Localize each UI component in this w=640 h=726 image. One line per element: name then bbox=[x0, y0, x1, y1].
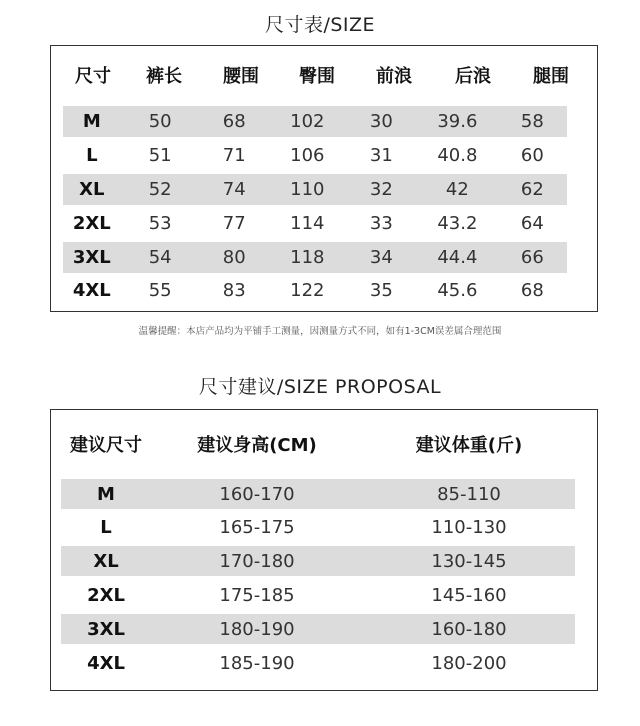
table-cell: 110 bbox=[290, 179, 325, 200]
table-cell: 83 bbox=[222, 280, 246, 301]
table-cell: 160-180 bbox=[431, 618, 507, 640]
size-proposal-title: 尺寸建议/SIZE PROPOSAL bbox=[198, 376, 442, 398]
table-cell: 77 bbox=[222, 213, 246, 234]
header-cell: 腿围 bbox=[533, 66, 569, 87]
size-proposal-header-row bbox=[61, 430, 575, 458]
table-cell: 71 bbox=[222, 145, 246, 166]
table-row bbox=[61, 648, 575, 678]
table-cell: 66 bbox=[520, 247, 544, 268]
table-row bbox=[63, 242, 567, 273]
table-row bbox=[61, 512, 575, 542]
table-cell: 165-175 bbox=[219, 516, 295, 538]
table-row bbox=[63, 140, 567, 171]
size-chart-header-row bbox=[63, 62, 587, 88]
size-chart-table bbox=[50, 45, 598, 312]
table-cell: 55 bbox=[148, 280, 172, 301]
table-row bbox=[61, 546, 575, 576]
table-cell: 40.8 bbox=[437, 145, 478, 166]
header-cell: 腰围 bbox=[223, 66, 259, 87]
table-cell: 118 bbox=[290, 247, 325, 268]
table-cell: 68 bbox=[520, 280, 544, 301]
table-cell: 180-200 bbox=[431, 652, 507, 674]
size-cell: XL bbox=[93, 550, 119, 572]
table-cell: 53 bbox=[148, 213, 172, 234]
header-cell: 建议尺寸 bbox=[70, 435, 142, 456]
header-cell: 建议体重(斤) bbox=[415, 435, 523, 456]
size-cell: 2XL bbox=[72, 213, 111, 234]
measurement-note: 温馨提醒：本店产品均为平铺手工测量，因测量方式不同，如有1-3CM误差属合理范围 bbox=[138, 326, 502, 337]
table-cell: 31 bbox=[369, 145, 393, 166]
table-row bbox=[63, 275, 567, 306]
table-cell: 52 bbox=[148, 179, 172, 200]
table-cell: 180-190 bbox=[219, 618, 295, 640]
size-cell: XL bbox=[79, 179, 105, 200]
table-cell: 106 bbox=[290, 145, 325, 166]
size-cell: 2XL bbox=[87, 584, 125, 606]
table-cell: 170-180 bbox=[219, 550, 295, 572]
header-cell: 裤长 bbox=[146, 66, 182, 87]
table-cell: 64 bbox=[520, 213, 544, 234]
table-cell: 175-185 bbox=[219, 584, 295, 606]
size-chart-title: 尺寸表/SIZE bbox=[264, 14, 376, 36]
size-cell: M bbox=[82, 111, 101, 132]
table-cell: 160-170 bbox=[219, 483, 295, 505]
size-cell: L bbox=[100, 516, 112, 538]
size-cell: M bbox=[97, 483, 115, 505]
size-cell: 4XL bbox=[87, 652, 125, 674]
header-cell: 后浪 bbox=[455, 66, 491, 87]
table-row bbox=[61, 614, 575, 644]
table-cell: 60 bbox=[520, 145, 544, 166]
table-cell: 45.6 bbox=[437, 280, 478, 301]
size-proposal-table bbox=[50, 409, 598, 691]
table-cell: 50 bbox=[148, 111, 172, 132]
table-row bbox=[61, 479, 575, 509]
table-cell: 51 bbox=[148, 145, 172, 166]
table-cell: 43.2 bbox=[437, 213, 478, 234]
table-cell: 33 bbox=[369, 213, 393, 234]
table-cell: 74 bbox=[222, 179, 246, 200]
table-cell: 42 bbox=[445, 179, 469, 200]
table-cell: 54 bbox=[148, 247, 172, 268]
header-cell: 尺寸 bbox=[75, 66, 111, 87]
table-cell: 58 bbox=[520, 111, 544, 132]
size-cell: 3XL bbox=[72, 247, 111, 268]
table-cell: 114 bbox=[290, 213, 325, 234]
size-cell: 4XL bbox=[72, 280, 111, 301]
size-cell: L bbox=[86, 145, 98, 166]
table-cell: 39.6 bbox=[437, 111, 478, 132]
table-cell: 145-160 bbox=[431, 584, 507, 606]
table-cell: 185-190 bbox=[219, 652, 295, 674]
header-cell: 臀围 bbox=[299, 66, 335, 87]
table-cell: 62 bbox=[520, 179, 544, 200]
table-cell: 102 bbox=[290, 111, 325, 132]
table-row bbox=[61, 580, 575, 610]
table-cell: 35 bbox=[369, 280, 393, 301]
table-cell: 80 bbox=[222, 247, 246, 268]
table-cell: 44.4 bbox=[437, 247, 478, 268]
header-cell: 建议身高(CM) bbox=[197, 435, 317, 456]
table-cell: 85-110 bbox=[437, 483, 501, 505]
table-cell: 110-130 bbox=[431, 516, 507, 538]
size-cell: 3XL bbox=[87, 618, 125, 640]
header-cell: 前浪 bbox=[376, 66, 412, 87]
table-cell: 34 bbox=[369, 247, 393, 268]
table-row bbox=[63, 106, 567, 137]
table-cell: 122 bbox=[290, 280, 325, 301]
table-cell: 32 bbox=[369, 179, 393, 200]
table-cell: 68 bbox=[222, 111, 246, 132]
table-cell: 30 bbox=[369, 111, 393, 132]
table-cell: 130-145 bbox=[431, 550, 507, 572]
table-row bbox=[63, 208, 567, 239]
table-row bbox=[63, 174, 567, 205]
